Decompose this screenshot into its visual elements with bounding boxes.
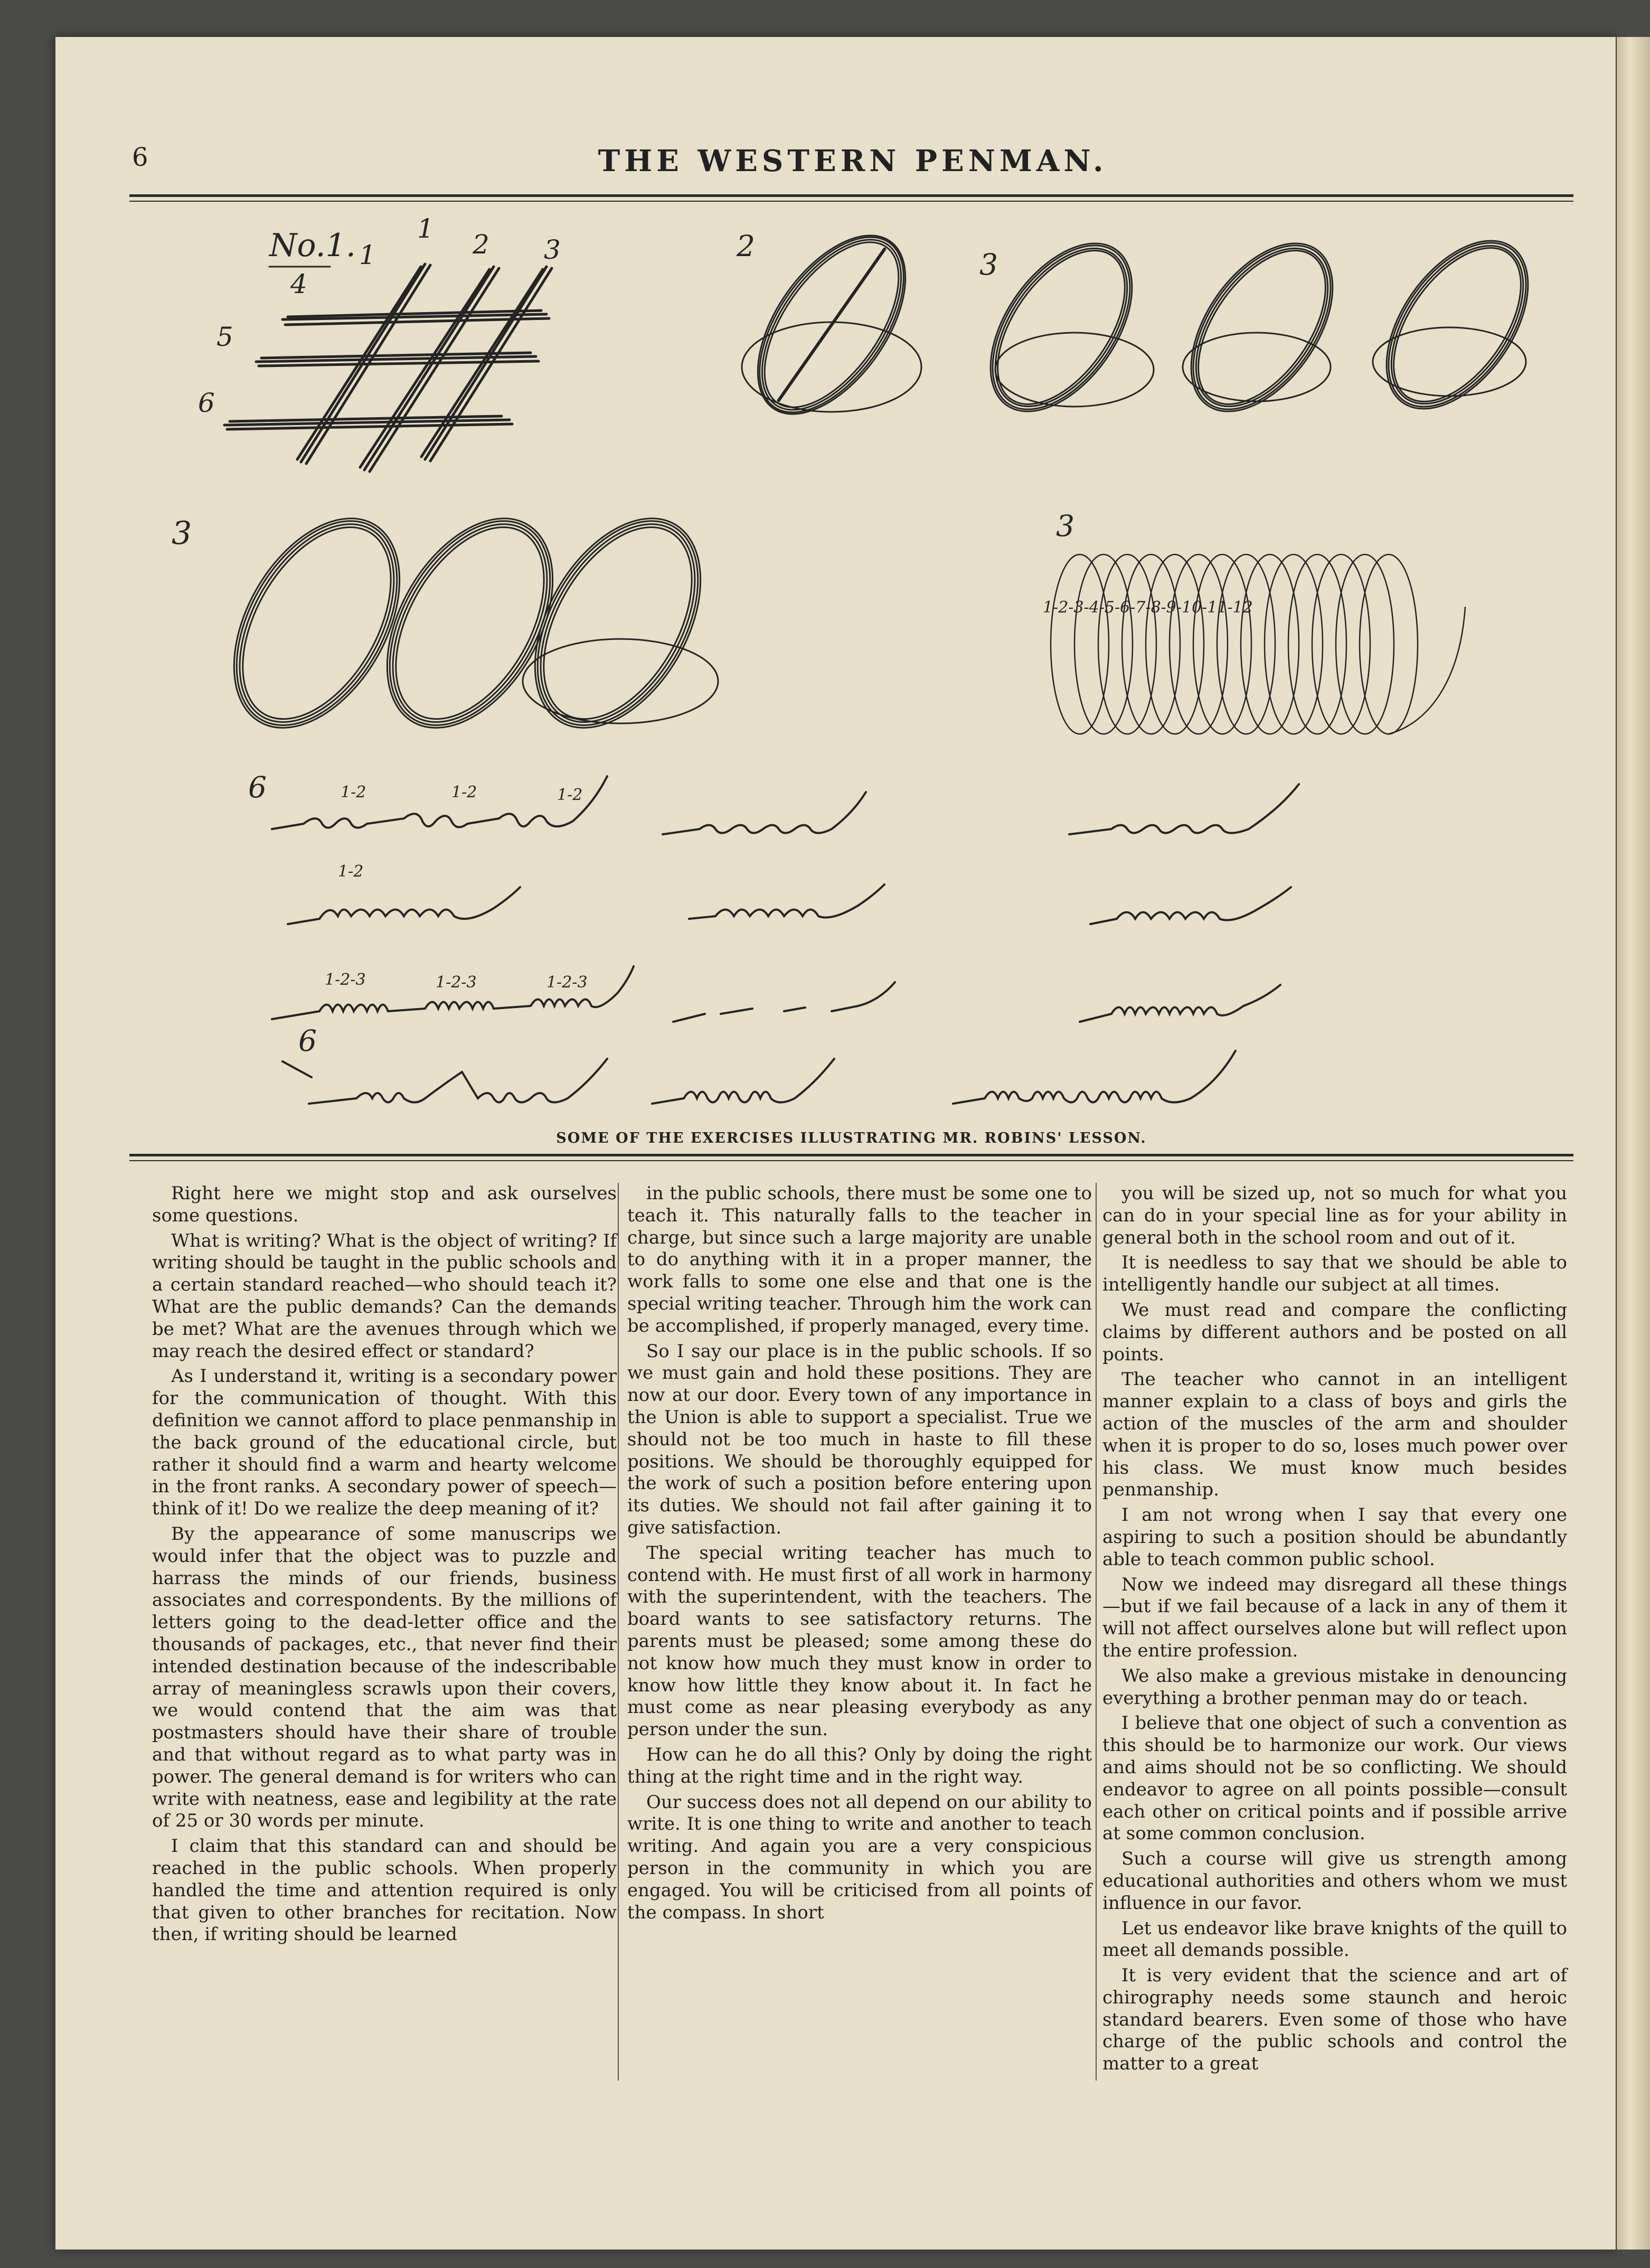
stroke-label: 1-2-3: [436, 973, 477, 992]
stroke-label: 1-2: [451, 783, 477, 802]
paragraph: By the appearance of some manuscrips we would infer that the object was to puzzle and harrass the minds of our friends, business associates and correspondents. By the millions of letters going to the dead-letter office and the thousands of packages, etc., that never find their intended destination because of the indescribable array of meaningless scrawls upon their covers, we would contend that the aim was that postmasters should have their share of trouble and that without regard as to what party was in power. The general demand is for writers who can write with neatness, ease and legibility at the rate of 25 or 30 words per minute.: [152, 1523, 617, 1832]
compact-oval-series: [1043, 509, 1465, 734]
paragraph: Such a course will give us strength among educational authorities and others whom we must influence in our favor.: [1102, 1848, 1567, 1914]
paragraph: It is very evident that the science and art of chirography needs some staunch and heroic standard bearers. Even some of those who have charge of the public schools and control the matter to a great: [1102, 1965, 1567, 2075]
paragraph: I am not wrong when I say that every one aspiring to such a position should be abundantly able to teach common public school.: [1102, 1504, 1567, 1570]
stroke-label: 1-2: [557, 786, 583, 804]
caption-rule-thick: [129, 1154, 1573, 1156]
paragraph: Right here we might stop and ask ourselves some questions.: [152, 1183, 617, 1226]
next-page-edge: [1617, 37, 1650, 2250]
stroke-label: 1-2: [338, 862, 364, 881]
paragraph: you will be sized up, not so much for what you can do in your special line as for your ability in general both in the school room and out of it.: [1102, 1183, 1567, 1248]
oval-drill-row-1: [728, 210, 1557, 439]
paragraph: I claim that this standard can and should be reached in the public schools. When properly handled the time and attention required is only that given to other branches for recitation. Now then, if writing should be learned: [152, 1836, 617, 1945]
stroke-label: 5: [216, 322, 233, 352]
paragraph: Our success does not all depend on our ability to write. It is one thing to write and another to teach writing. And again you are a very conspicious person in the community in which you are engaged. You will be criticised from all points of the compass. In short: [627, 1791, 1092, 1923]
penmanship-plate: [129, 206, 1573, 1146]
paragraph: What is writing? What is the object of writing? If writing should be taught in the public schools and a certain standard reached—who should teach it? What are the public demands? Can the demands be met? What are the avenues through which we may reach the desired effect or standard?: [152, 1230, 617, 1362]
paragraph: Let us endeavor like brave knights of the quill to meet all demands possible.: [1102, 1917, 1567, 1961]
paragraph: The special writing teacher has much to contend with. He must first of all work in harmony with the superintendent, with the teachers. The board wants to see satisfactory returns. The parents must be pleased; some among these do not know how much they must know in order to know how little they know about it. In fact he must come as near pleasing everybody as any person under the sun.: [627, 1542, 1092, 1740]
article-column-2: [627, 1183, 1092, 2091]
article-column-1: [152, 1183, 617, 2091]
stroke-label: 2: [473, 229, 489, 260]
stroke-label: 3: [172, 515, 192, 552]
paragraph: I believe that one object of such a convention as this should be to harmonize our work. Our views and aims should not be so conflicting. We should endeavor to agree on all points possible—consult each other on critical points and if possible arrive at some common conclusion.: [1102, 1712, 1567, 1844]
article-column-3: [1102, 1183, 1567, 2091]
paragraph: We also make a grevious mistake in denouncing everything a brother penman may do or teach.: [1102, 1665, 1567, 1709]
stroke-label: 3: [979, 248, 998, 281]
plate-caption: SOME OF THE EXERCISES ILLUSTRATING MR. ROBINS' LESSON.: [556, 1130, 1147, 1146]
header-rule-thin: [129, 201, 1573, 202]
count-label: 1-2-3-4-5-6-7-8-9-10-11-12: [1043, 598, 1253, 617]
page-number: 6: [132, 143, 148, 172]
paragraph: Now we indeed may disregard all these things —but if we fail because of a lack in any of them it will not affect ourselves alone but will reflect upon the entire profession.: [1102, 1574, 1567, 1661]
page-header: [132, 132, 1573, 190]
paragraph: So I say our place is in the public schools. If so we must gain and hold these positions. They are now at our door. Every town of any importance in the Union is able to support a specialist. True we should not be too much in haste to fill these positions. We should be thoroughly equipped for the work of such a position before entering upon its duties. We should not fail after gaining it to give satisfaction.: [627, 1340, 1092, 1538]
stroke-label: 1: [417, 213, 434, 244]
paragraph: in the public schools, there must be some one to teach it. This naturally falls to the teacher in charge, but since such a large majority are unable to do anything with it in a proper manner, the work falls to some one else and that one is the special writing teacher. Through him the work can be accomplished, if properly managed, every time.: [627, 1183, 1092, 1337]
stroke-label: 3: [1056, 509, 1074, 543]
journal-title: THE WESTERN PENMAN.: [598, 144, 1108, 178]
caption-rule-thin: [129, 1160, 1573, 1161]
stroke-label: 1-2-3: [546, 973, 588, 992]
paragraph: It is needless to say that we should be able to intelligently handle our subject at all times.: [1102, 1252, 1567, 1296]
stroke-label: 6: [248, 770, 267, 804]
stroke-label: 1-2: [341, 783, 366, 802]
stroke-label: 1: [359, 240, 376, 270]
stroke-label: 6: [198, 388, 215, 418]
stroke-label: 6: [298, 1024, 317, 1058]
oval-drill-row-2: [172, 490, 734, 756]
paragraph: The teacher who cannot in an intelligent manner explain to a class of boys and girls the action of the muscles of the arm and shoulder when it is proper to do so, loses much power over his class. We must know much besides penmanship.: [1102, 1369, 1567, 1501]
header-rule-thick: [129, 194, 1573, 197]
crosshatch-drill: [198, 213, 561, 472]
stroke-label: 2: [737, 229, 755, 263]
paragraph: We must read and compare the conflicting claims by different authors and be posted on all points.: [1102, 1299, 1567, 1365]
stroke-label: 3: [544, 234, 561, 265]
paragraph: As I understand it, writing is a secondary power for the communication of thought. With this definition we cannot afford to place penmanship in the back ground of the educational circle, but rather it should find a warm and hearty welcome in the front ranks. A secondary power of speech—think of it! Do we realize the deep meaning of it?: [152, 1366, 617, 1520]
column-divider: [618, 1183, 619, 2081]
exercise-number-label: No.1.: [269, 227, 356, 264]
paragraph: How can he do all this? Only by doing the right thing at the right time and in the right way.: [627, 1744, 1092, 1787]
stroke-label: 4: [290, 269, 307, 299]
column-divider: [1096, 1183, 1097, 2081]
stroke-label: 1-2-3: [325, 971, 366, 989]
script-drills: [248, 770, 1299, 1104]
